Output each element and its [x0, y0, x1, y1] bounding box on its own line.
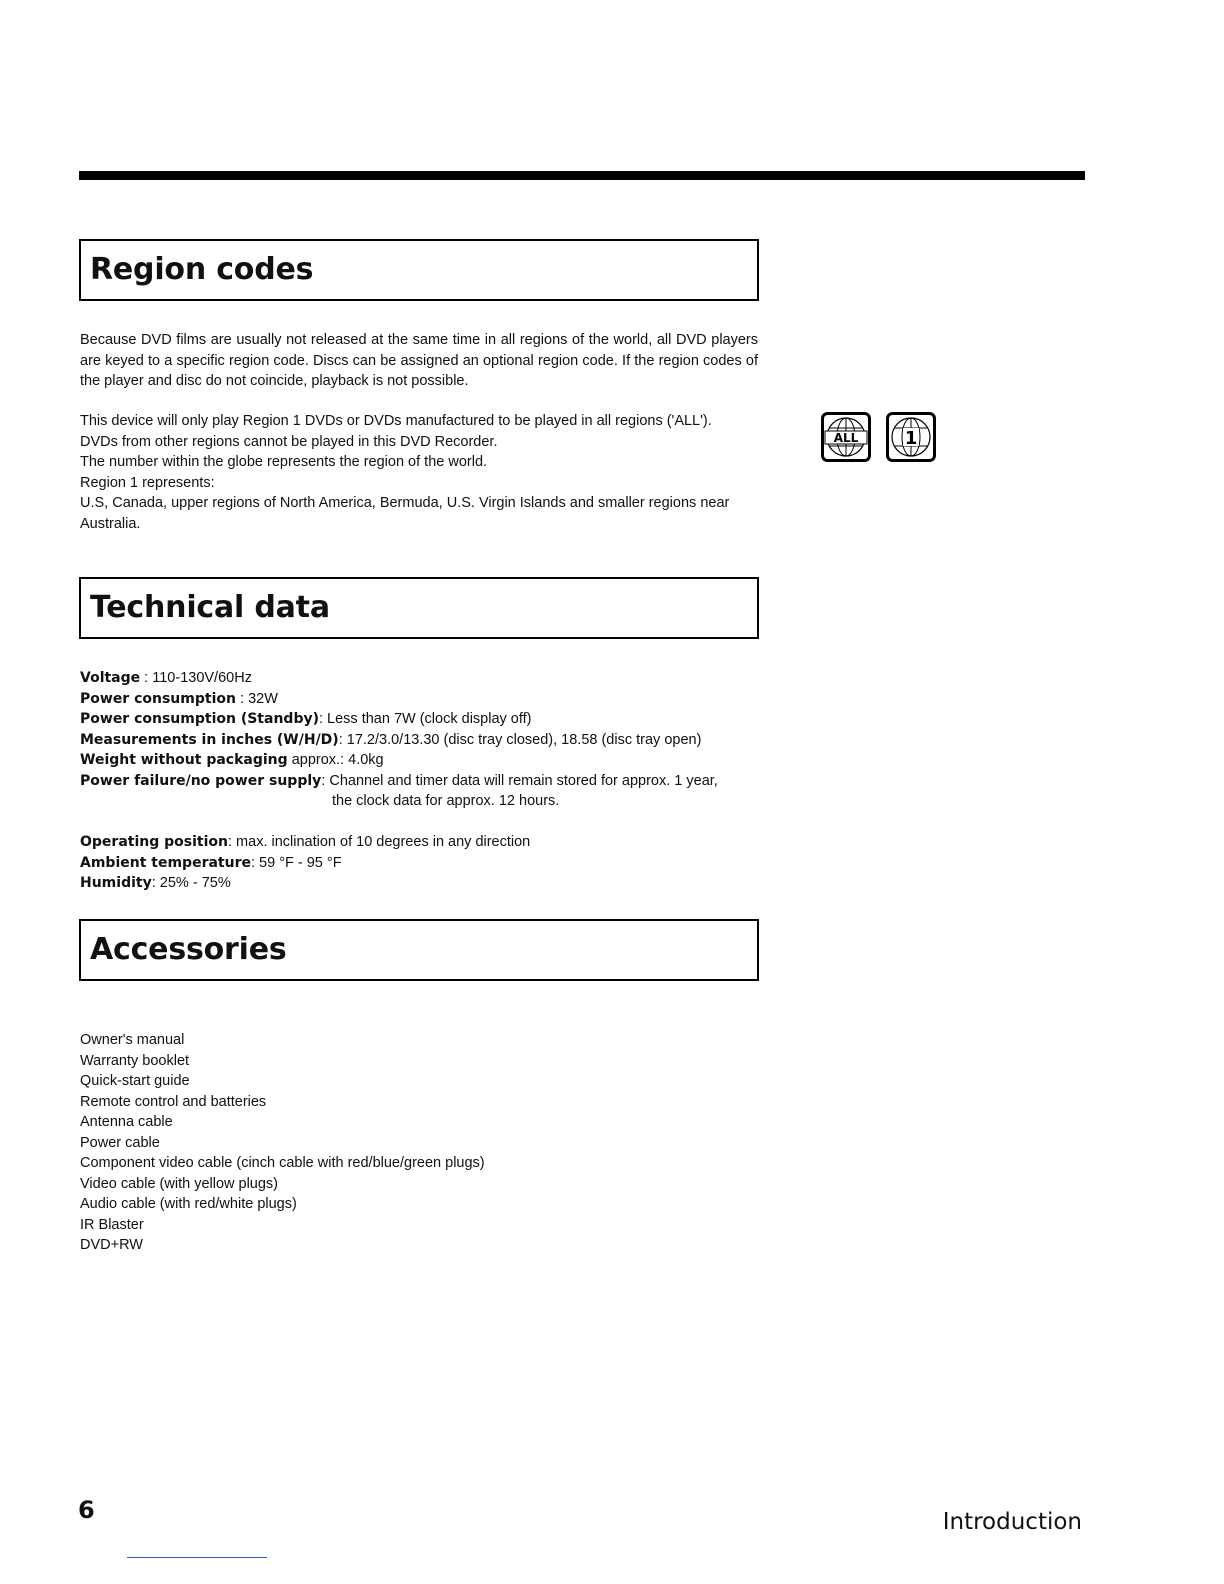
technical-data-heading-box: [79, 577, 759, 639]
spec-weight: [80, 750, 758, 771]
region-intro-text: Because DVD films are usually not released at the same time in all regions of the world, all DVD players are keyed to a specific region code. Discs can be assigned an optional region code. If the region codes of the player and disc do not coincide, playback is not possible.: [80, 332, 758, 389]
region-codes-heading: Region codes: [90, 252, 314, 287]
spec-label: Power consumption (Standby): [80, 711, 319, 727]
list-item: Component video cable (cinch cable with red/blue/green plugs): [80, 1155, 485, 1171]
region-all-label: ALL: [833, 431, 859, 445]
region-icons: [821, 412, 937, 464]
technical-specs: [80, 668, 758, 812]
spec-separator: :: [235, 690, 249, 707]
spec-power: [80, 689, 758, 710]
condition-label: Ambient temperature: [80, 854, 251, 871]
spec-power-failure: [80, 771, 758, 792]
region-line: This device will only play Region 1 DVDs or DVDs manufactured to be played in all regions ('ALL').: [80, 413, 712, 429]
spec-label: Power failure/no power supply: [80, 772, 322, 789]
accessories-heading-box: [79, 919, 759, 981]
spec-measurements: [80, 730, 758, 751]
condition-label: Humidity: [80, 875, 152, 891]
region-one-label: 1: [904, 428, 918, 449]
spec-value: 32W: [248, 690, 278, 707]
spec-value: approx.: 4.0kg: [291, 752, 384, 768]
technical-data-heading: Technical data: [90, 590, 330, 625]
region-details: [80, 411, 758, 534]
condition-value: 59 °F - 95 °F: [259, 854, 342, 871]
spec-separator: :: [338, 731, 347, 748]
accessories-heading: Accessories: [90, 932, 287, 967]
region-codes-heading-box: [79, 239, 759, 301]
region-line: U.S, Canada, upper regions of North America, Bermuda, U.S. Virgin Islands and smaller regions near Australia.: [80, 495, 730, 532]
region-all-globe-icon: [821, 412, 871, 462]
spec-value: Channel and timer data will remain stored for approx. 1 year,: [329, 772, 718, 789]
spec-separator: :: [321, 772, 330, 789]
spec-voltage: [80, 668, 758, 689]
list-item: Quick-start guide: [80, 1073, 190, 1089]
accessories-list: [80, 1030, 485, 1256]
spec-separator: :: [318, 711, 328, 727]
list-item: IR Blaster: [80, 1216, 144, 1233]
region-one-globe-icon: [886, 412, 936, 462]
spec-label: Power consumption: [80, 690, 236, 707]
spec-value: 17.2/3.0/13.30 (disc tray closed), 18.58 (disc tray open): [346, 731, 702, 748]
spec-value: Less than 7W (clock display off): [327, 711, 532, 727]
spec-label: Voltage: [80, 670, 141, 686]
condition-operating-position: [80, 832, 758, 853]
footer-link-underline: [127, 1557, 267, 1558]
list-item: Audio cable (with red/white plugs): [80, 1196, 297, 1212]
condition-value: max. inclination of 10 degrees in any direction: [236, 834, 531, 850]
condition-separator: :: [151, 875, 160, 891]
spec-label: Weight without packaging: [80, 752, 288, 768]
list-item: Warranty booklet: [80, 1052, 190, 1069]
spec-value: 110-130V/60Hz: [152, 670, 252, 686]
region-line: The number within the globe represents the region of the world.: [80, 454, 488, 470]
condition-label: Operating position: [80, 834, 228, 850]
technical-conditions: [80, 832, 758, 894]
region-line: DVDs from other regions cannot be played in this DVD Recorder.: [80, 433, 498, 450]
region-line: Region 1 represents:: [80, 474, 215, 491]
spec-continuation: the clock data for approx. 12 hours.: [332, 793, 560, 809]
region-intro: [80, 330, 758, 392]
list-item: Antenna cable: [80, 1114, 173, 1130]
list-item: Video cable (with yellow plugs): [80, 1175, 279, 1192]
condition-value: 25% - 75%: [159, 875, 231, 891]
list-item: DVD+RW: [80, 1237, 143, 1253]
spec-label: Measurements in inches (W/H/D): [80, 731, 339, 748]
list-item: Power cable: [80, 1134, 160, 1151]
condition-separator: :: [227, 834, 237, 850]
footer-section-title: Introduction: [942, 1509, 1082, 1535]
spec-standby: [80, 709, 758, 730]
condition-separator: :: [250, 854, 260, 871]
condition-humidity: [80, 873, 758, 894]
page-number: 6: [78, 1496, 95, 1524]
spec-separator: :: [140, 670, 153, 686]
list-item: Remote control and batteries: [80, 1093, 267, 1110]
list-item: Owner's manual: [80, 1032, 185, 1048]
condition-ambient-temperature: [80, 853, 758, 874]
top-rule: [79, 171, 1085, 180]
